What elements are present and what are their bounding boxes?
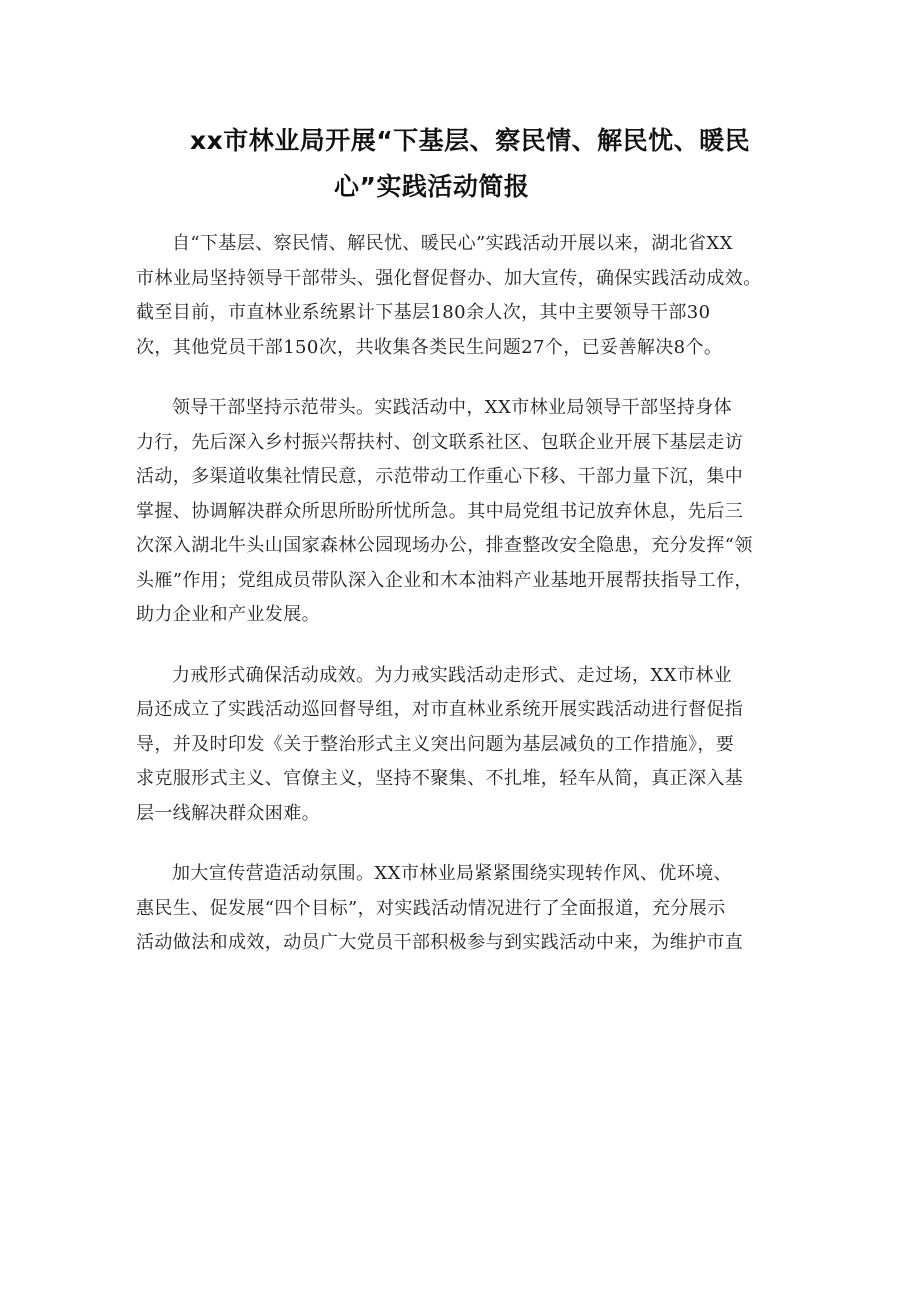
paragraph-line: 层一线解决群众困难。 (136, 802, 320, 824)
paragraph-line: 惠民生、促发展“四个目标”，对实践活动情况进行了全面报道，充分展示 (136, 897, 726, 919)
paragraph-line: 活动，多渠道收集社情民意，示范带动工作重心下移、干部力量下沉，集中 (136, 466, 744, 487)
paragraph-line: 头雁”作用；党组成员带队深入企业和木本油料产业基地开展帮扶指导工作， (136, 569, 753, 591)
paragraph-line: 局还成立了实践活动巡回督导组，对市直林业系统开展实践活动进行督促指 (136, 699, 744, 720)
paragraph-leadership (136, 391, 808, 633)
paragraph-intro (136, 227, 808, 365)
document-body (136, 227, 808, 987)
paragraph-line: 掌握、协调解决群众所思所盼所忧所急。其中局党组书记放弃休息，先后三 (136, 500, 744, 522)
paragraph-line: 力行，先后深入乡村振兴帮扶村、创文联系社区、包联企业开展下基层走访 (136, 431, 744, 453)
paragraph-line: 导，并及时印发《关于整治形式主义突出问题为基层减负的工作措施》，要 (136, 733, 735, 755)
paragraph-effectiveness (136, 659, 808, 832)
paragraph-publicity (136, 857, 808, 961)
paragraph-line: 力戒形式确保活动成效。为力戒实践活动走形式、走过场，XX市林业 (172, 664, 733, 686)
paragraph-line: 截至目前，市直林业系统累计下基层180余人次，其中主要领导干部30 (136, 302, 711, 323)
paragraph-line: 活动做法和成效，动员广大党员干部积极参与到实践活动中来，为维护市直 (136, 932, 744, 953)
paragraph-line: 市林业局坚持领导干部带头、强化督促督办、加大宣传，确保实践活动成效。 (136, 267, 762, 289)
document-title (190, 118, 810, 210)
title-line-1: xx市林业局开展“下基层、察民情、解民忧、暖民 (190, 126, 751, 155)
paragraph-line: 次，其他党员干部150次，共收集各类民生问题27个，已妥善解决8个。 (136, 336, 723, 358)
paragraph-line: 次深入湖北牛头山国家森林公园现场办公，排查整改安全隐患，充分发挥“领 (136, 535, 753, 556)
title-line-2: 心”实践活动简报 (334, 172, 530, 201)
paragraph-line: 求克服形式主义、官僚主义，坚持不聚集、不扎堆，轻车从简，真正深入基 (136, 768, 744, 789)
paragraph-line: 加大宣传营造活动氛围。XX市林业局紧紧围绕实现转作风、优环境、 (172, 863, 733, 884)
paragraph-line: 领导干部坚持示范带头。实践活动中，XX市林业局领导干部坚持身体 (172, 397, 733, 418)
paragraph-line: 自“下基层、察民情、解民忧、暖民心”实践活动开展以来，湖北省XX (172, 233, 733, 254)
paragraph-line: 助力企业和产业发展。 (136, 604, 320, 625)
